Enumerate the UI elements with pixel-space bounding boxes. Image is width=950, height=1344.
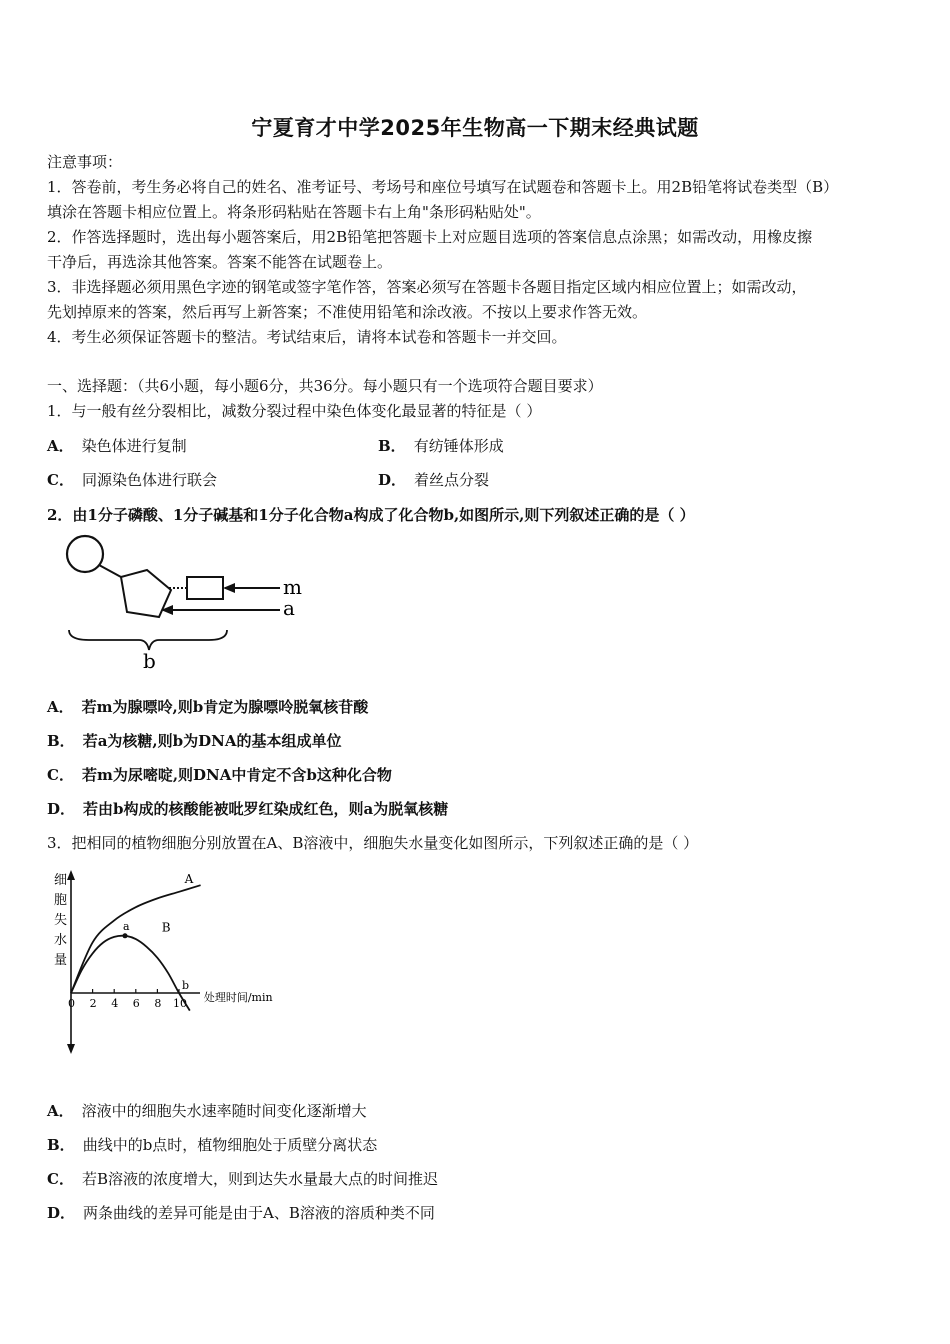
y-axis-arrow-top — [67, 870, 75, 880]
notice-line: 干净后，再选涂其他答案。答案不能答在试题卷上。 — [47, 253, 393, 271]
point-b-label: b — [182, 979, 190, 992]
x-tick-label: 0 — [68, 997, 75, 1010]
option-label: A． — [47, 437, 74, 455]
arrow-m-head — [223, 583, 235, 593]
option-label: B． — [47, 1136, 75, 1154]
option-label: B． — [47, 732, 75, 750]
q1-option-a[interactable] — [47, 436, 187, 456]
x-tick-label: 10 — [173, 997, 187, 1010]
option-text: 曲线中的b点时，植物细胞处于质壁分离状态 — [82, 1136, 378, 1154]
y-label-char: 失 — [54, 913, 68, 928]
option-label: A． — [47, 698, 74, 716]
phosphate-circle — [67, 536, 103, 572]
notice-line: 2．作答选择题时，选出每小题答案后，用2B铅笔把答题卡上对应题目选项的答案信息点涂黑；如需改动，用橡皮擦 — [47, 228, 813, 246]
option-text: 若B溶液的浓度增大，则到达失水量最大点的时间推迟 — [81, 1170, 438, 1188]
water-loss-chart — [48, 860, 288, 1060]
option-text: 若m为腺嘌呤,则b肯定为腺嘌呤脱氧核苷酸 — [81, 698, 369, 716]
option-text: 溶液中的细胞失水速率随时间变化逐渐增大 — [81, 1102, 367, 1120]
notice-line: 4．考生必须保证答题卡的整洁。考试结束后，请将本试卷和答题卡一并交回。 — [47, 328, 567, 346]
point-a-marker — [123, 933, 128, 938]
option-label: B． — [378, 437, 406, 455]
brace-b — [69, 630, 227, 650]
x-tick-label: 2 — [89, 997, 97, 1010]
option-label: C． — [47, 471, 74, 489]
q2-option-c[interactable] — [47, 765, 392, 785]
option-label: D． — [47, 1204, 76, 1222]
x-tick-label: 8 — [154, 997, 162, 1010]
notice-line: 填涂在答题卡相应位置上。将条形码粘贴在答题卡右上角"条形码粘贴处"。 — [47, 203, 541, 221]
option-label: C． — [47, 766, 74, 784]
q1-option-c[interactable] — [47, 470, 217, 490]
phosphate-bond — [99, 565, 121, 577]
series-b-label: B — [161, 920, 171, 935]
q1-option-d[interactable] — [378, 470, 489, 490]
base-rectangle — [187, 577, 223, 599]
q3-option-d[interactable] — [47, 1203, 435, 1223]
option-text: 若由b构成的核酸能被吡罗红染成红色，则a为脱氧核糖 — [83, 800, 449, 818]
q1-stem: 1．与一般有丝分裂相比，减数分裂过程中染色体变化最显著的特征是（ ） — [47, 402, 542, 420]
option-text: 若m为尿嘧啶,则DNA中肯定不含b这种化合物 — [81, 766, 392, 784]
option-text: 两条曲线的差异可能是由于A、B溶液的溶质种类不同 — [83, 1204, 435, 1222]
q3-stem: 3．把相同的植物细胞分别放置在A、B溶液中，细胞失水量变化如图所示，下列叙述正确的是（ ） — [47, 834, 699, 852]
q1-option-b[interactable] — [378, 436, 504, 456]
label-a: a — [283, 596, 295, 620]
y-label-char: 量 — [54, 953, 68, 968]
option-text: 染色体进行复制 — [81, 437, 187, 455]
x-tick-label: 4 — [111, 997, 119, 1010]
option-label: D． — [378, 471, 407, 489]
notice-line: 1．答卷前，考生务必将自己的姓名、准考证号、考场号和座位号填写在试题卷和答题卡上。用2B铅笔将试卷类型（B） — [47, 178, 839, 196]
q2-option-a[interactable] — [47, 697, 368, 717]
notice-line: 3．非选择题必须用黑色字迹的钢笔或签字笔作答，答案必须写在答题卡各题目指定区域内相应位置上；如需改动， — [47, 278, 807, 296]
option-text: 若a为核糖,则b为DNA的基本组成单位 — [82, 732, 342, 750]
exam-title: 宁夏育才中学2025年生物高一下期末经典试题 — [251, 116, 699, 140]
option-text: 同源染色体进行联会 — [81, 471, 217, 489]
y-axis-arrow-bottom — [67, 1044, 75, 1054]
option-label: A． — [47, 1102, 74, 1120]
y-axis-label — [54, 873, 67, 968]
label-m: m — [283, 575, 302, 599]
series-a-label: A — [184, 872, 194, 887]
q2-option-d[interactable] — [47, 799, 448, 819]
y-label-char: 胞 — [54, 893, 68, 908]
q2-stem: 2．由1分子磷酸、1分子碱基和1分子化合物a构成了化合物b,如图所示,则下列叙述正确的是（ ） — [47, 506, 695, 524]
x-ticks — [68, 989, 187, 1010]
x-tick-label: 6 — [132, 997, 140, 1010]
notice-line: 先划掉原来的答案，然后再写上新答案；不准使用铅笔和涂改液。不按以上要求作答无效。 — [47, 303, 648, 321]
q3-option-b[interactable] — [47, 1135, 377, 1155]
label-b: b — [143, 649, 156, 673]
section-heading: 一、选择题：（共6小题，每小题6分，共36分。每小题只有一个选项符合题目要求） — [47, 377, 603, 395]
point-a-label: a — [123, 919, 130, 933]
y-label-char: 细 — [54, 873, 68, 888]
option-text: 着丝点分裂 — [414, 471, 490, 489]
nucleotide-diagram — [55, 532, 315, 677]
q2-option-b[interactable] — [47, 731, 341, 751]
option-text: 有纺锤体形成 — [413, 437, 504, 455]
x-axis-label: 处理时间/min — [203, 991, 273, 1004]
option-label: D． — [47, 800, 76, 818]
option-label: C． — [47, 1170, 74, 1188]
q3-option-c[interactable] — [47, 1169, 438, 1189]
q3-option-a[interactable] — [47, 1101, 367, 1121]
notice-heading: 注意事项： — [47, 153, 123, 171]
y-label-char: 水 — [54, 933, 68, 948]
